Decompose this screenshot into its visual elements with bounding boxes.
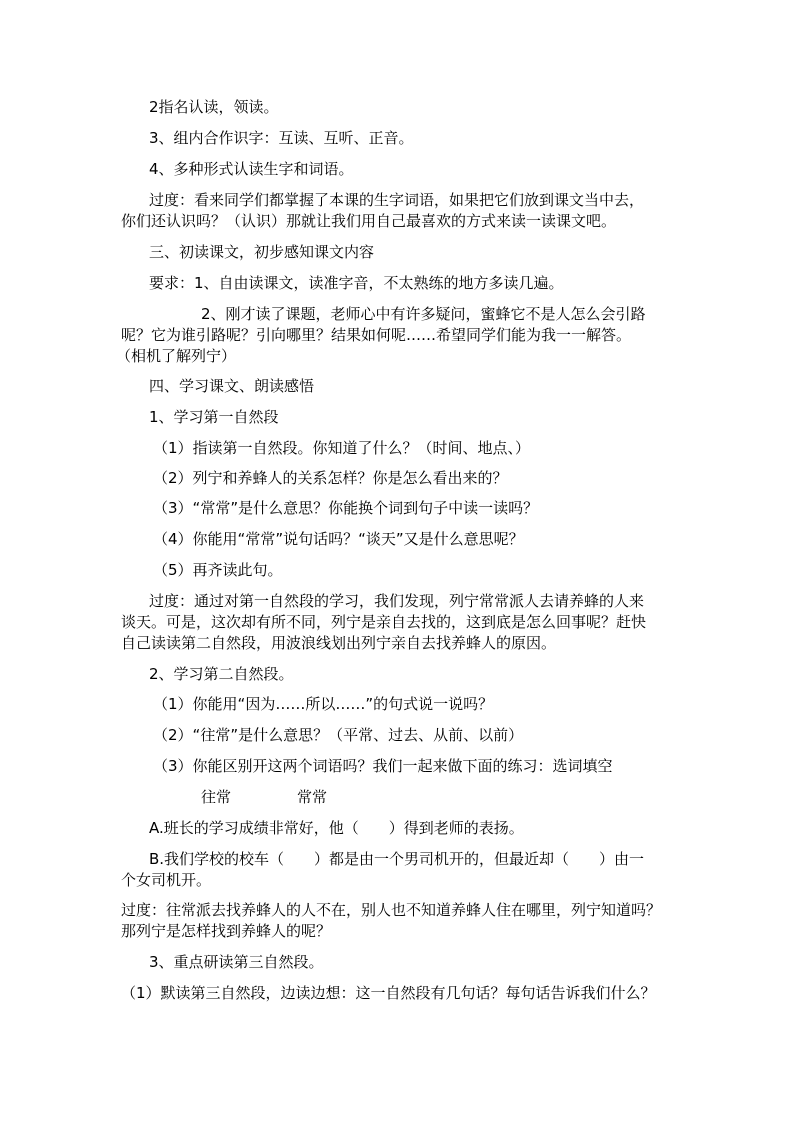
text-line: 你们还认识吗？（认识）那就让我们用自己最喜欢的方式来读一读课文吧。: [121, 212, 617, 230]
text-line: 3、重点研读第三自然段。: [149, 953, 324, 971]
text-line: 2、学习第二自然段。: [149, 665, 294, 683]
text-line: 过度：通过对第一自然段的学习，我们发现，列宁常常派人去请养蜂的人来: [149, 592, 645, 610]
text-line: 2指名认读，领读。: [149, 98, 279, 116]
exercise-item: B.我们学校的校车（ ）都是由一个男司机开的，但最近却（ ）由一: [149, 850, 645, 868]
text-line: （1）默读第三自然段，边读边想：这一自然段有几句话？每句话告诉我们什么？: [121, 984, 656, 1002]
list-item: （2）“往常”是什么意思？（平常、过去、从前、以前）: [153, 726, 524, 744]
text-line: 呢？它为谁引路呢？引向哪里？结果如何呢……希望同学们能为我一一解答。: [121, 326, 632, 344]
list-item: （4）你能用“常常”说句话吗？“谈天”又是什么意思呢？: [153, 530, 524, 548]
text-line: 3、组内合作识字：互读、互听、正音。: [149, 129, 414, 147]
text-line: 过度：看来同学们都掌握了本课的生字词语，如果把它们放到课文当中去，: [149, 191, 645, 209]
text-line: 谈天。可是，这次却有所不同，列宁是亲自去找的，这到底是怎么回事呢？赶快: [121, 613, 647, 631]
text-line: 要求：1、自由读课文，读准字音，不太熟练的地方多读几遍。: [149, 274, 564, 292]
text-line: 过度：往常派去找养蜂人的人不在，别人也不知道养蜂人住在哪里，列宁知道吗？: [121, 901, 662, 919]
list-item: （3）你能区别开这两个词语吗？我们一起来做下面的练习：选词填空: [153, 757, 613, 775]
exercise-item: 个女司机开。: [121, 871, 212, 889]
text-line: 1、学习第一自然段: [149, 408, 279, 426]
list-item: （3）“常常”是什么意思？你能换个词到句子中读一读吗？: [153, 499, 539, 517]
list-item: （5）再齐读此句。: [153, 561, 283, 579]
list-item: （1）你能用“因为……所以……”的句式说一说吗？: [153, 695, 494, 713]
text-line: （相机了解列宁）: [116, 347, 237, 365]
exercise-item: A.班长的学习成绩非常好，他（ ）得到老师的表扬。: [149, 819, 524, 837]
text-line: 自己读读第二自然段，用波浪线划出列宁亲自去找养蜂人的原因。: [121, 634, 557, 652]
text-line: 那列宁是怎样找到养蜂人的呢？: [121, 922, 332, 940]
text-line: 2、刚才读了课题，老师心中有许多疑问，蜜蜂它不是人怎么会引路: [201, 305, 646, 323]
text-line: 4、多种形式认读生字和词语。: [149, 160, 354, 178]
list-item: （1）指读第一自然段。你知道了什么？（时间、地点、）: [153, 439, 531, 457]
section-heading: 四、学习课文、朗读感悟: [149, 377, 315, 395]
section-heading: 三、初读课文，初步感知课文内容: [149, 243, 375, 261]
list-item: （2）列宁和养蜂人的关系怎样？你是怎么看出来的？: [153, 469, 508, 487]
word-option: 往常: [201, 788, 232, 806]
word-option: 常常: [297, 788, 328, 806]
